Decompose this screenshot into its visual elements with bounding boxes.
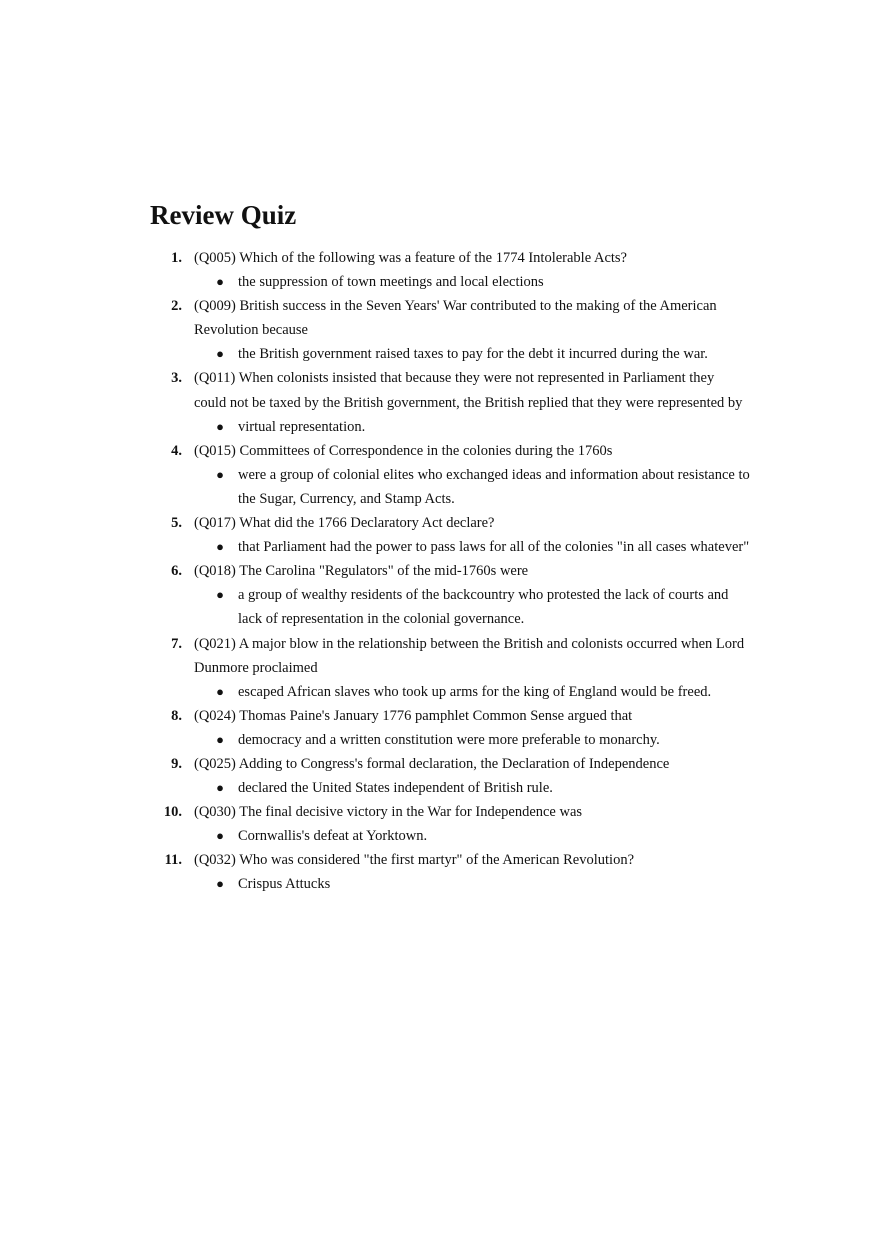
quiz-question-2 bbox=[150, 294, 750, 366]
quiz-question-8 bbox=[150, 704, 750, 752]
answer-list bbox=[194, 583, 750, 631]
answer-text: a group of wealthy residents of the backcountry who protested the lack of courts and lack of representation in the colonial governance. bbox=[238, 587, 729, 628]
question-number: 7. bbox=[171, 635, 182, 652]
answer-item bbox=[194, 824, 750, 848]
bullet-icon: ● bbox=[216, 780, 224, 796]
answer-list bbox=[194, 270, 750, 294]
answer-text: democracy and a written constitution were more preferable to monarchy. bbox=[238, 731, 660, 748]
quiz-question-4 bbox=[150, 439, 750, 511]
quiz-question-7 bbox=[150, 632, 750, 704]
question-number: 10. bbox=[163, 804, 182, 821]
question-number: 5. bbox=[171, 515, 182, 532]
answer-item bbox=[194, 415, 750, 439]
answer-text: the suppression of town meetings and local elections bbox=[238, 274, 544, 291]
question-text: (Q021) A major blow in the relationship between the British and colonists occurred when Lord Dunmore proclaimed bbox=[194, 635, 745, 676]
bullet-icon: ● bbox=[216, 731, 224, 747]
answer-list bbox=[194, 824, 750, 848]
quiz-question-5 bbox=[150, 511, 750, 559]
bullet-icon: ● bbox=[216, 876, 224, 892]
answer-list bbox=[194, 342, 750, 366]
question-number: 11. bbox=[164, 852, 182, 869]
question-text: (Q024) Thomas Paine's January 1776 pamphlet Common Sense argued that bbox=[194, 707, 633, 724]
question-text: (Q025) Adding to Congress's formal declaration, the Declaration of Independence bbox=[194, 755, 670, 772]
bullet-icon: ● bbox=[216, 466, 224, 482]
question-text: (Q032) Who was considered "the first martyr" of the American Revolution? bbox=[194, 852, 635, 869]
question-text: (Q005) Which of the following was a feature of the 1774 Intolerable Acts? bbox=[194, 250, 627, 266]
question-text: (Q009) British success in the Seven Years' War contributed to the making of the American Revolution because bbox=[194, 298, 717, 339]
quiz-question-10 bbox=[150, 800, 750, 848]
answer-text: virtual representation. bbox=[238, 418, 366, 435]
question-text: (Q017) What did the 1766 Declaratory Act declare? bbox=[194, 515, 495, 532]
question-number: 9. bbox=[171, 755, 182, 772]
bullet-icon: ● bbox=[216, 587, 224, 603]
quiz-question-6 bbox=[150, 559, 750, 631]
answer-item bbox=[194, 872, 750, 896]
answer-list bbox=[194, 872, 750, 896]
answer-item bbox=[194, 463, 750, 511]
quiz-question-1 bbox=[150, 246, 750, 294]
answer-list bbox=[194, 776, 750, 800]
question-number: 8. bbox=[171, 707, 182, 724]
answer-list bbox=[194, 463, 750, 511]
answer-item bbox=[194, 680, 750, 704]
answer-text: escaped African slaves who took up arms for the king of England would be freed. bbox=[238, 683, 712, 700]
answer-text: declared the United States independent of British rule. bbox=[238, 780, 553, 797]
question-text: (Q018) The Carolina "Regulators" of the mid-1760s were bbox=[194, 563, 529, 580]
answer-item bbox=[194, 342, 750, 366]
question-text: (Q030) The final decisive victory in the War for Independence was bbox=[194, 804, 583, 821]
answer-text: Cornwallis's defeat at Yorktown. bbox=[238, 828, 428, 845]
page-title: Review Quiz bbox=[150, 200, 297, 230]
answer-text: Crispus Attucks bbox=[238, 876, 331, 893]
answer-list bbox=[194, 535, 750, 559]
bullet-icon: ● bbox=[216, 683, 224, 699]
question-number: 6. bbox=[171, 563, 182, 580]
answer-item bbox=[194, 728, 750, 752]
bullet-icon: ● bbox=[216, 539, 224, 555]
answer-text: the British government raised taxes to pay for the debt it incurred during the war. bbox=[238, 346, 708, 363]
question-number: 4. bbox=[171, 442, 182, 459]
bullet-icon: ● bbox=[216, 274, 224, 290]
answer-item bbox=[194, 270, 750, 294]
answer-item bbox=[194, 776, 750, 800]
quiz-list bbox=[150, 246, 750, 897]
answer-list bbox=[194, 728, 750, 752]
answer-text: were a group of colonial elites who exchanged ideas and information about resistance to the Sugar, Currency, and Stamp Acts. bbox=[238, 466, 750, 507]
question-number: 3. bbox=[171, 370, 182, 387]
answer-text: that Parliament had the power to pass laws for all of the colonies "in all cases whatever" bbox=[238, 539, 750, 556]
answer-list bbox=[194, 680, 750, 704]
quiz-question-3 bbox=[150, 366, 750, 438]
question-number: 1. bbox=[171, 250, 182, 266]
question-number: 2. bbox=[171, 298, 182, 315]
quiz-question-11 bbox=[150, 848, 750, 896]
answer-item bbox=[194, 583, 750, 631]
question-text: (Q015) Committees of Correspondence in the colonies during the 1760s bbox=[194, 442, 613, 459]
quiz-question-9 bbox=[150, 752, 750, 800]
bullet-icon: ● bbox=[216, 828, 224, 844]
bullet-icon: ● bbox=[216, 346, 224, 362]
answer-list bbox=[194, 415, 750, 439]
bullet-icon: ● bbox=[216, 418, 224, 434]
question-text: (Q011) When colonists insisted that because they were not represented in Parliament they could not be taxed by the British government, the British replied that they were represented by bbox=[194, 370, 743, 411]
answer-item bbox=[194, 535, 750, 559]
